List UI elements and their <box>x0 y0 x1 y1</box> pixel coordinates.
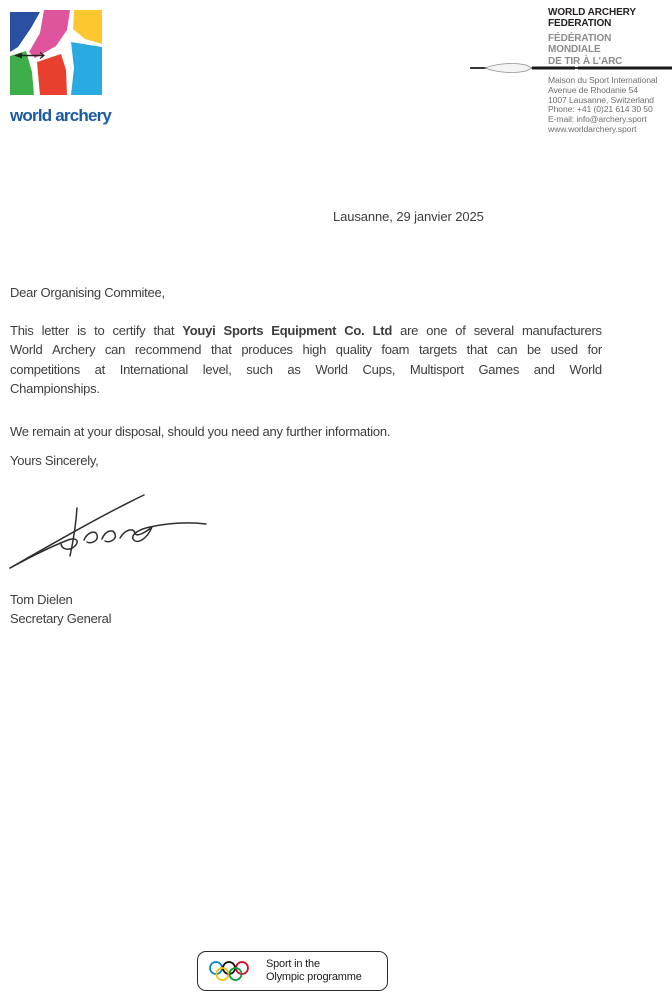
address-line: E-mail: info@archery.sport <box>548 114 647 125</box>
logo-red-shape <box>37 54 67 95</box>
org-name-line: WORLD ARCHERY <box>548 7 636 18</box>
address-line: www.worldarchery.sport <box>548 123 637 134</box>
logo-yellow-shape <box>73 10 102 44</box>
world-archery-logo <box>10 8 120 126</box>
org-name-line: FEDERATION <box>548 18 612 30</box>
badge-text <box>266 958 362 985</box>
body-paragraph <box>10 323 602 400</box>
logo-cyan-shape <box>71 42 102 95</box>
body-line: competitions at International level, such as World Cups, Multisport Games and World <box>10 361 602 377</box>
org-name-line: FÉDÉRATION <box>548 32 612 44</box>
world-archery-logo-icon <box>10 8 103 96</box>
body-line: This letter is to certify that Youyi Sports Equipment Co. Ltd are one of several manufacturers <box>10 323 602 338</box>
body-line: World Archery can recommend that produces high quality foam targets that can be used for <box>10 342 602 358</box>
org-name-en <box>548 7 672 30</box>
dateline: Lausanne, 29 janvier 2025 <box>333 209 484 224</box>
body-line: Championships. <box>10 380 100 396</box>
org-name-line: DE TIR À L'ARC <box>548 55 623 67</box>
arrow-icon <box>470 62 672 74</box>
salutation: Dear Organising Commitee, <box>10 285 165 300</box>
address-line: 1007 Lausanne, Switzerland <box>548 94 654 105</box>
address-line: Avenue de Rhodanie 54 <box>548 84 638 95</box>
org-name-line: MONDIALE <box>548 44 601 56</box>
org-address <box>548 76 672 135</box>
org-name-block <box>548 7 672 67</box>
valediction: Yours Sincerely, <box>10 453 99 468</box>
olympic-rings-icon <box>209 960 255 983</box>
address-line: Phone: +41 (0)21 614 30 50 <box>548 104 653 115</box>
address-line: Maison du Sport International <box>548 75 658 85</box>
arrow-divider <box>470 61 672 73</box>
badge-line-2: Olympic programme <box>266 971 362 983</box>
signer-title: Secretary General <box>10 611 112 627</box>
signature <box>4 484 212 576</box>
signer-block <box>10 590 111 629</box>
arrow-fletching <box>485 64 532 73</box>
closing-line: We remain at your disposal, should you need any further information. <box>10 424 391 439</box>
signer-name: Tom Dielen <box>10 592 73 607</box>
olympic-programme-badge <box>197 951 388 991</box>
logo-wordmark: world archery <box>10 106 112 125</box>
badge-line-1: Sport in the <box>266 957 320 970</box>
